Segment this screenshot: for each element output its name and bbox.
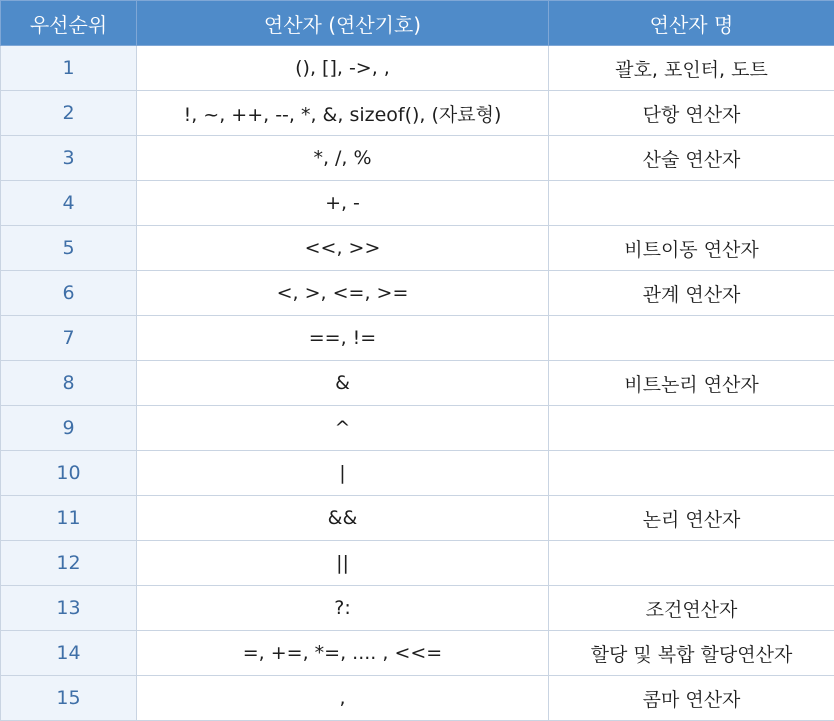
operator-name-cell: 콤마 연산자: [549, 676, 834, 721]
header-operators: 연산자 (연산기호): [137, 1, 549, 46]
operator-name-cell: 비트논리 연산자: [549, 361, 834, 406]
operator-name-cell: 비트이동 연산자: [549, 226, 834, 271]
table-row: [1, 316, 834, 361]
table-row: [1, 46, 834, 91]
operator-name-cell: 할당 및 복합 할당연산자: [549, 631, 834, 676]
table-row: [1, 541, 834, 586]
rank-cell: 2: [1, 91, 137, 136]
table-row: [1, 361, 834, 406]
operators-cell: &: [137, 361, 549, 406]
operators-cell: ^: [137, 406, 549, 451]
operators-cell: +, -: [137, 181, 549, 226]
operator-name-cell: 괄호, 포인터, 도트: [549, 46, 834, 91]
table-row: [1, 91, 834, 136]
operators-cell: ==, !=: [137, 316, 549, 361]
table-row: [1, 451, 834, 496]
table-row: [1, 226, 834, 271]
operator-name-cell: [549, 316, 834, 361]
operators-cell: !, ~, ++, --, *, &, sizeof(), (자료형): [137, 91, 549, 136]
rank-cell: 9: [1, 406, 137, 451]
table-row: [1, 631, 834, 676]
operator-name-cell: [549, 451, 834, 496]
rank-cell: 7: [1, 316, 137, 361]
rank-cell: 5: [1, 226, 137, 271]
operators-cell: ||: [137, 541, 549, 586]
operator-name-cell: 관계 연산자: [549, 271, 834, 316]
table-body: [1, 46, 834, 721]
operator-name-cell: 산술 연산자: [549, 136, 834, 181]
rank-cell: 14: [1, 631, 137, 676]
rank-cell: 6: [1, 271, 137, 316]
table-row: [1, 496, 834, 541]
table-row: [1, 586, 834, 631]
table-row: [1, 406, 834, 451]
rank-cell: 8: [1, 361, 137, 406]
operator-name-cell: 조건연산자: [549, 586, 834, 631]
rank-cell: 15: [1, 676, 137, 721]
operator-name-cell: 단항 연산자: [549, 91, 834, 136]
operator-name-cell: [549, 541, 834, 586]
operators-cell: &&: [137, 496, 549, 541]
operators-cell: <<, >>: [137, 226, 549, 271]
operators-cell: ?:: [137, 586, 549, 631]
table-row: [1, 136, 834, 181]
operators-cell: =, +=, *=, .... , <<=: [137, 631, 549, 676]
operator-name-cell: [549, 181, 834, 226]
operators-cell: (), [], ->, ,: [137, 46, 549, 91]
rank-cell: 11: [1, 496, 137, 541]
rank-cell: 13: [1, 586, 137, 631]
rank-cell: 10: [1, 451, 137, 496]
operator-name-cell: [549, 406, 834, 451]
operators-cell: *, /, %: [137, 136, 549, 181]
rank-cell: 4: [1, 181, 137, 226]
table-row: [1, 676, 834, 721]
rank-cell: 3: [1, 136, 137, 181]
operator-name-cell: 논리 연산자: [549, 496, 834, 541]
table-header: [1, 1, 834, 46]
operators-cell: ,: [137, 676, 549, 721]
header-row: [1, 1, 834, 46]
table-row: [1, 181, 834, 226]
rank-cell: 12: [1, 541, 137, 586]
operators-cell: |: [137, 451, 549, 496]
rank-cell: 1: [1, 46, 137, 91]
table-row: [1, 271, 834, 316]
header-precedence: 우선순위: [1, 1, 137, 46]
operators-cell: <, >, <=, >=: [137, 271, 549, 316]
header-operator-name: 연산자 명: [549, 1, 834, 46]
